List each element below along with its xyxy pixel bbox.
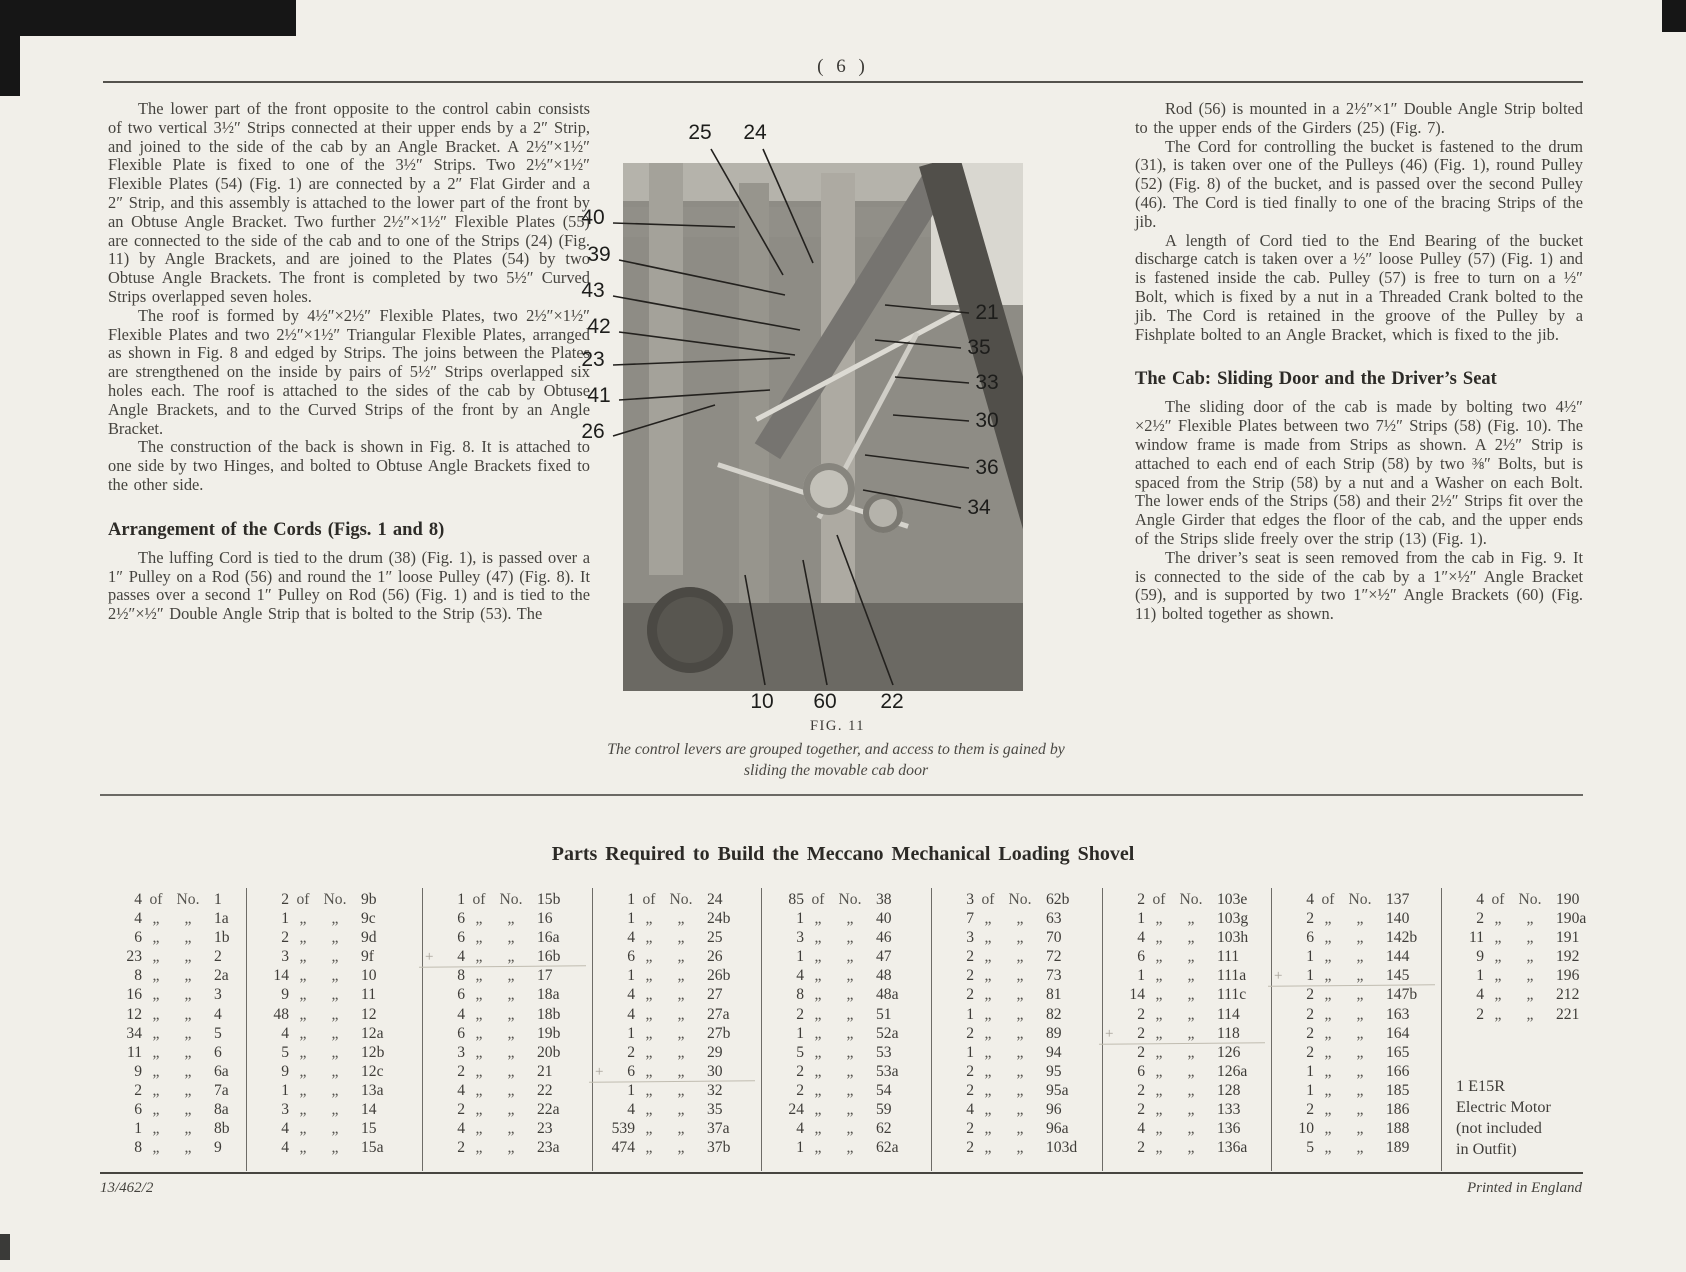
pencil-mark: + [1105, 1025, 1114, 1042]
parts-row-189: 5 „ „ 189 [1306, 1139, 1410, 1157]
parts-row-4: 12 „ „ 4 [126, 1005, 222, 1023]
parts-row-12b: 5 „ „ 12b [281, 1043, 385, 1061]
parts-row-62: 4 „ „ 62 [796, 1120, 892, 1138]
figure-callout-25: 25 [688, 121, 712, 144]
parts-row-14: 3 „ „ 14 [281, 1101, 377, 1119]
parts-row-111c: 14 „ „ 111c [1129, 986, 1247, 1004]
page-number: ( 6 ) [817, 56, 869, 77]
parts-row-48a: 8 „ „ 48a [796, 986, 899, 1004]
parts-row-17: 8 „ „ 17 [457, 967, 553, 985]
right-column [1135, 100, 1583, 624]
parts-row-8a: 6 „ „ 8a [134, 1101, 229, 1119]
parts-row-137: 4 of No. 137 [1306, 891, 1410, 908]
parts-row-89: 2 „ „ 89 [966, 1024, 1062, 1042]
figure-callout-36: 36 [975, 456, 999, 479]
figure-callout-21: 21 [975, 301, 999, 324]
parts-row-147b: 2 „ „ 147b [1306, 986, 1418, 1004]
pencil-mark: + [595, 1063, 604, 1080]
parts-row-62b: 3 of No. 62b [966, 891, 1070, 908]
parts-row-1: 4 of No. 1 [134, 891, 222, 908]
parts-row-46: 3 „ „ 46 [796, 929, 892, 947]
paragraph: A length of Cord tied to the End Bearing of the bucket discharge catch is taken over a ½″ loose Pulley (57) (Fig. 1) and is fastened inside the cab. Pulley (57) is free to turn on a ½″ Bolt, which is fixed by a nut in a Threaded Crank bolted to the jib. The Cord is retained in the groove of the Pulley by a Fishplate bolted to an Angle Bracket, which is fixed to the jib. [1135, 230, 1583, 344]
parts-row-96: 4 „ „ 96 [966, 1101, 1062, 1119]
parts-table-title: Parts Required to Build the Meccano Mechanical Loading Shovel [551, 843, 1135, 865]
parts-row-23: 4 „ „ 23 [457, 1120, 553, 1138]
parts-row-82: 1 „ „ 82 [966, 1005, 1062, 1023]
parts-row-128: 2 „ „ 128 [1137, 1081, 1241, 1099]
table-divider-rule [100, 794, 1583, 796]
parts-column-8 [1272, 888, 1442, 1171]
paragraph: The driver’s seat is seen removed from the cab in Fig. 9. It is connected to the side of the cab by a 1″×½″ Angle Bracket (59), and is supported by two 1″×½″ Angle Brackets (60) (Fig. 11) bolted together as shown. [1135, 547, 1583, 624]
parts-row-144: 1 „ „ 144 [1306, 948, 1410, 966]
parts-row-27: 4 „ „ 27 [627, 986, 723, 1004]
parts-row-18a: 6 „ „ 18a [457, 986, 560, 1004]
parts-columns [100, 888, 1587, 1174]
parts-row-20b: 3 „ „ 20b [457, 1043, 561, 1061]
parts-row-186: 2 „ „ 186 [1306, 1101, 1410, 1119]
footer-rule [100, 1172, 1583, 1174]
parts-row-11: 9 „ „ 11 [281, 986, 377, 1004]
scan-artifact [0, 0, 296, 36]
left-column [108, 100, 590, 624]
parts-row-126: 2 „ „ 126 [1137, 1043, 1241, 1061]
parts-column-3 [423, 888, 593, 1171]
figure-callout-41: 41 [587, 384, 611, 407]
parts-row-72: 2 „ „ 72 [966, 948, 1062, 966]
paragraph: The luffing Cord is tied to the drum (38) (Fig. 1), is passed over a 1″ Pulley on a Rod (56) and round the 1″ loose Pulley (47) (Fig. 8). It passes over a second 1″ Pulley on Rod (56) (Fig. 1) and is tied to the 2½″×½″ Double Angle Strip that is bolted to the Strip (53). The [108, 547, 590, 624]
parts-row-9d: 2 „ „ 9d [281, 929, 377, 947]
parts-row-145: 1 „ „ 145 + [1272, 966, 1441, 985]
parts-row-26b: 1 „ „ 26b [627, 967, 731, 985]
parts-row-212: 4 „ „ 212 [1476, 986, 1580, 1004]
parts-row-1b: 6 „ „ 1b [134, 929, 230, 947]
parts-row-22: 4 „ „ 22 [457, 1081, 553, 1099]
parts-row-9b: 2 of No. 9b [281, 891, 377, 908]
parts-row-29: 2 „ „ 29 [627, 1043, 723, 1061]
parts-row-62a: 1 „ „ 62a [796, 1139, 899, 1157]
parts-row-15a: 4 „ „ 15a [281, 1139, 384, 1157]
parts-row-190a: 2 „ „ 190a [1476, 910, 1587, 928]
parts-row-9: 8 „ „ 9 [134, 1139, 222, 1157]
figure-callout-34: 34 [967, 496, 991, 519]
parts-row-12c: 9 „ „ 12c [281, 1062, 384, 1080]
parts-row-3: 16 „ „ 3 [126, 986, 222, 1004]
parts-row-26: 6 „ „ 26 [627, 948, 723, 966]
section-heading-cab: The Cab: Sliding Door and the Driver’s Seat [1135, 369, 1497, 390]
parts-row-18b: 4 „ „ 18b [457, 1005, 561, 1023]
parts-row-9c: 1 „ „ 9c [281, 910, 376, 928]
pencil-mark: + [1274, 968, 1283, 985]
parts-row-188: 10 „ „ 188 [1298, 1120, 1410, 1138]
parts-row-103e: 2 of No. 103e [1137, 891, 1248, 908]
figure-callout-33: 33 [975, 371, 999, 394]
figure-callout-60: 60 [813, 690, 837, 713]
footer-reference: 13/462/2 [100, 1180, 154, 1196]
figure-callout-26: 26 [581, 420, 605, 443]
parts-row-59: 24 „ „ 59 [788, 1101, 892, 1119]
parts-row-133: 2 „ „ 133 [1137, 1101, 1241, 1119]
parts-row-126a: 6 „ „ 126a [1137, 1062, 1248, 1080]
parts-row-35: 4 „ „ 35 [627, 1101, 723, 1119]
parts-row-40: 1 „ „ 40 [796, 910, 892, 928]
parts-row-103g: 1 „ „ 103g [1137, 910, 1249, 928]
parts-row-47: 1 „ „ 47 [796, 948, 892, 966]
motor-note: 1 E15R Electric Motor (not included in Outfit) [1456, 1076, 1551, 1158]
parts-row-12a: 4 „ „ 12a [281, 1024, 384, 1042]
paragraph: The Cord for controlling the bucket is fastened to the drum (31), is taken over one of the Pulleys (46) (Fig. 1), round Pulley (52) (Fig. 8) of the bucket, and is passed over the second Pulley (46). The Cord is tied finally to one of the bracing Strips of the jib. [1135, 136, 1583, 231]
parts-row-114: 2 „ „ 114 [1137, 1005, 1240, 1023]
parts-column-2 [247, 888, 423, 1171]
parts-row-190: 4 of No. 190 [1476, 891, 1580, 908]
parts-row-32: 1 „ „ 32 [627, 1081, 723, 1099]
parts-column-9 [1442, 888, 1587, 1174]
section-heading-cords: Arrangement of the Cords (Figs. 1 and 8) [108, 519, 445, 540]
parts-row-19b: 6 „ „ 19b [457, 1024, 561, 1042]
paragraph: Rod (56) is mounted in a 2½″×1″ Double Angle Strip bolted to the upper ends of the Girders (25) (Fig. 7). [1135, 99, 1583, 137]
parts-row-25: 4 „ „ 25 [627, 929, 723, 947]
parts-column-7 [1103, 888, 1272, 1171]
figure-callout-24: 24 [743, 121, 767, 144]
parts-row-53a: 2 „ „ 53a [796, 1062, 899, 1080]
parts-row-196: 1 „ „ 196 [1476, 967, 1580, 985]
parts-column-5 [762, 888, 932, 1171]
scan-artifact [0, 0, 20, 96]
parts-row-70: 3 „ „ 70 [966, 929, 1062, 947]
paragraph: The lower part of the front opposite to the control cabin consists of two vertical 3½″ Strips connected at their upper ends by a 2″ Strip, and joined to the side of the cab by an Angle Bracket. A 2½″×1½″ Flexible Plate is fixed to one of the 3½″ Strips. Two 2½″×1½″ Flexible Plates (54) (Fig. 1) are connected by a 2″ Flat Girder and a 2″ Strip, and this assembly is attached to the lower part of the front by an Obtuse Angle Bracket. Two further 2½″×1½″ Flexible Plates (55) are connected to the side of the cab and to one of the Strips (24) (Fig. 11) by Angle Brackets, and are joined to the Plates (54) by two Obtuse Angle Brackets. The front is completed by two 5½″ Curved Strips overlapped seven holes. [108, 99, 590, 306]
parts-column-1 [100, 888, 247, 1171]
parts-row-63: 7 „ „ 63 [966, 910, 1062, 928]
parts-row-12: 48 „ „ 12 [273, 1005, 377, 1023]
parts-row-8b: 1 „ „ 8b [134, 1120, 230, 1138]
parts-row-37b: 474 „ „ 37b [611, 1139, 731, 1157]
parts-row-15b: 1 of No. 15b [457, 891, 561, 908]
scan-artifact [0, 1234, 10, 1260]
figure-callout-40: 40 [581, 206, 605, 229]
parts-row-111: 6 „ „ 111 [1137, 948, 1240, 966]
figure-callout-23: 23 [581, 348, 605, 371]
figure-callout-lines [575, 105, 1100, 717]
parts-row-23a: 2 „ „ 23a [457, 1139, 560, 1157]
parts-row-30: 6 „ „ 30 + [593, 1062, 761, 1081]
parts-row-163: 2 „ „ 163 [1306, 1005, 1410, 1023]
parts-row-27a: 4 „ „ 27a [627, 1005, 730, 1023]
parts-row-221: 2 „ „ 221 [1476, 1005, 1580, 1023]
figure-callout-22: 22 [880, 690, 904, 713]
parts-row-2: 23 „ „ 2 [126, 948, 222, 966]
parts-row-48: 4 „ „ 48 [796, 967, 892, 985]
parts-row-21: 2 „ „ 21 [457, 1062, 553, 1080]
parts-row-16b: 4 „ „ 16b + [423, 947, 592, 966]
parts-row-27b: 1 „ „ 27b [627, 1024, 731, 1042]
parts-row-24: 1 of No. 24 [627, 891, 723, 908]
figure-callout-35: 35 [967, 336, 991, 359]
parts-row-192: 9 „ „ 192 [1476, 948, 1580, 966]
figure-callout-42: 42 [587, 315, 611, 338]
parts-row-191: 11 „ „ 191 [1468, 929, 1580, 947]
parts-row-96a: 2 „ „ 96a [966, 1120, 1069, 1138]
parts-row-7a: 2 „ „ 7a [134, 1081, 229, 1099]
figure-area [575, 105, 1100, 717]
parts-row-185: 1 „ „ 185 [1306, 1081, 1410, 1099]
parts-row-51: 2 „ „ 51 [796, 1005, 892, 1023]
parts-row-166: 1 „ „ 166 [1306, 1062, 1410, 1080]
parts-row-95a: 2 „ „ 95a [966, 1081, 1069, 1099]
parts-row-24b: 1 „ „ 24b [627, 910, 731, 928]
figure-callout-39: 39 [587, 243, 611, 266]
parts-row-15: 4 „ „ 15 [281, 1120, 377, 1138]
scan-artifact [1662, 0, 1686, 32]
parts-row-37a: 539 „ „ 37a [611, 1120, 730, 1138]
parts-row-6a: 9 „ „ 6a [134, 1062, 229, 1080]
figure-callout-10: 10 [750, 690, 774, 713]
parts-row-94: 1 „ „ 94 [966, 1043, 1062, 1061]
parts-row-95: 2 „ „ 95 [966, 1062, 1062, 1080]
parts-row-9f: 3 „ „ 9f [281, 948, 374, 966]
parts-row-16: 6 „ „ 16 [457, 910, 553, 928]
parts-row-10: 14 „ „ 10 [273, 967, 377, 985]
parts-column-4 [593, 888, 762, 1171]
parts-row-1a: 4 „ „ 1a [134, 910, 229, 928]
paragraph: The construction of the back is shown in Fig. 8. It is attached to one side by two Hinges, and bolted to Obtuse Angle Brackets fixed to the other side. [108, 437, 590, 494]
parts-row-16a: 6 „ „ 16a [457, 929, 560, 947]
parts-row-53: 5 „ „ 53 [796, 1043, 892, 1061]
parts-row-111a: 1 „ „ 111a [1137, 967, 1247, 985]
parts-row-5: 34 „ „ 5 [126, 1024, 222, 1042]
footer-printed: Printed in England [1467, 1180, 1582, 1196]
paragraph: The sliding door of the cab is made by bolting two 4½″ ×2½″ Flexible Plates between two 7½″ Strips (58) (Fig. 10). The window frame is made from Strips as shown. A 2½″ Strip is attached to each end of each Strip (58) by two ⅜″ Bolts, but is spaced from the Strip (58) by a nut and a Washer on each Bolt. The lower ends of the Strips (58) and their 2½″ Strips fit over the Angle Girder that edges the floor of the cab, and the upper ends of the Strips slide freely over the strip (13) (Fig. 1). [1135, 397, 1583, 548]
parts-row-38: 85 of No. 38 [788, 891, 892, 908]
parts-row-103d: 2 „ „ 103d [966, 1139, 1078, 1157]
parts-row-140: 2 „ „ 140 [1306, 910, 1410, 928]
header-rule [103, 81, 1583, 83]
parts-row-118: 2 „ „ 118 + [1103, 1024, 1271, 1043]
figure-caption: The control levers are grouped together, and access to them is gained by sliding the movable cab door [607, 741, 1065, 779]
figure-label: FIG. 11 [809, 718, 866, 734]
parts-column-6 [932, 888, 1103, 1171]
parts-row-13a: 1 „ „ 13a [281, 1081, 384, 1099]
parts-row-142b: 6 „ „ 142b [1306, 929, 1418, 947]
parts-row-54: 2 „ „ 54 [796, 1081, 892, 1099]
parts-row-136a: 2 „ „ 136a [1137, 1139, 1248, 1157]
parts-row-164: 2 „ „ 164 [1306, 1024, 1410, 1042]
pencil-mark: + [425, 949, 434, 966]
figure-callout-43: 43 [581, 279, 605, 302]
parts-row-103h: 4 „ „ 103h [1137, 929, 1249, 947]
parts-row-2a: 8 „ „ 2a [134, 967, 229, 985]
parts-row-73: 2 „ „ 73 [966, 967, 1062, 985]
parts-row-136: 4 „ „ 136 [1137, 1120, 1241, 1138]
paragraph: The roof is formed by 4½″×2½″ Flexible Plates, two 2½″×1½″ Flexible Plates and two 2½″×1½″ Triangular Flexible Plates, arranged as shown in Fig. 8 and edged by Strips. The joins between the Plates are strengthened on the inside by pairs of 5½″ Strips overlapped six holes each. The roof is attached to the sides of the cab by Obtuse Angle Brackets, and to the Curved Strips of the front by an Angle Bracket. [108, 305, 590, 438]
parts-row-22a: 2 „ „ 22a [457, 1101, 560, 1119]
parts-row-81: 2 „ „ 81 [966, 986, 1062, 1004]
parts-row-165: 2 „ „ 165 [1306, 1043, 1410, 1061]
parts-row-52a: 1 „ „ 52a [796, 1024, 899, 1042]
parts-row-6: 11 „ „ 6 [126, 1043, 222, 1061]
figure-callout-30: 30 [975, 409, 999, 432]
